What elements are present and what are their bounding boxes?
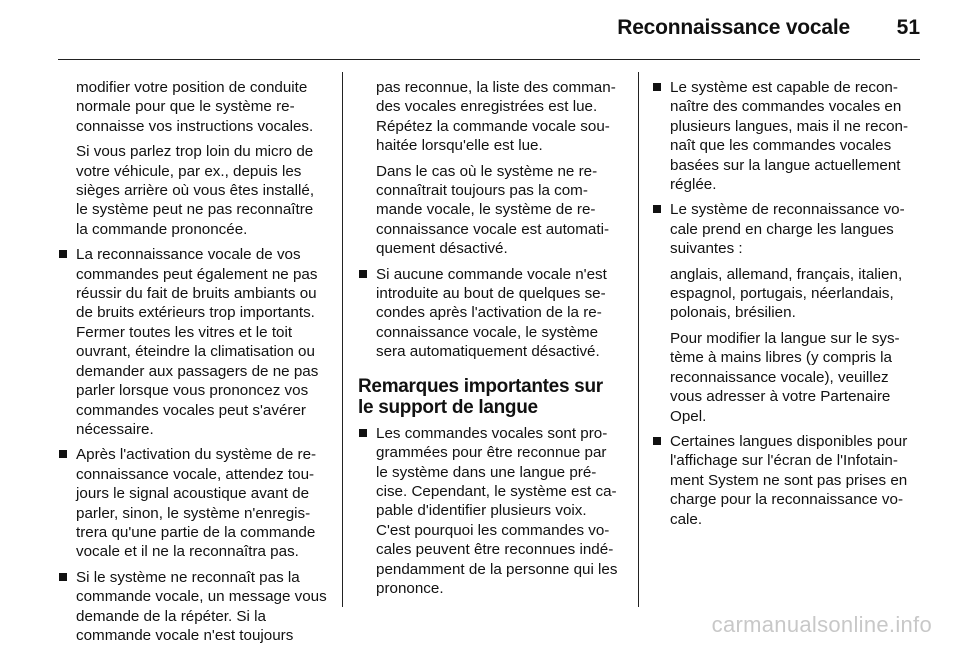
header-rule xyxy=(58,59,920,60)
bullet-item: Si le système ne reconnaît pas la commande vocale, un message vous demande de la répéter. Si la commande vocale n'est toujours xyxy=(58,568,328,646)
paragraph: Dans le cas où le système ne reconnaîtrait toujours pas la commande vocale, le système de reconnaissance vocale est automatiquement désactivé. xyxy=(376,162,610,258)
paragraph: Si vous parlez trop loin du micro de votre véhicule, par ex., depuis les sièges arrière où vous êtes installé, le système peut ne pas reconnaître la commande prononcée. xyxy=(76,143,315,238)
bullet-item: Après l'activation du système de reconnaissance vocale, attendez toujours le signal acoustique avant de parler, sinon, le système n'enregistrera qu'une partie de la commande vocale et il ne la reconnaîtra pas. xyxy=(58,445,328,561)
page-number: 51 xyxy=(896,16,920,39)
column-divider xyxy=(342,72,343,607)
text-column-2 xyxy=(358,78,622,604)
paragraph: pas reconnue, la liste des commandes vocales enregistrées est lue. Répétez la commande vocale souhaitée lorsqu'elle est lue. xyxy=(376,79,616,155)
bullet-item: Le système de reconnaissance vocale prend en charge les langues suivantes : xyxy=(652,200,922,258)
section-heading: Remarques importantes sur le support de langue xyxy=(358,375,603,418)
paragraph: modifier votre position de conduite normale pour que le système reconnaisse vos instructions vocales. xyxy=(76,79,314,135)
column-divider xyxy=(638,72,639,607)
bullet-item: Le système est capable de reconnaître des commandes vocales en plusieurs langues, mais il ne reconnaît que les commandes vocales basées sur la langue actuellement réglée. xyxy=(652,78,922,194)
bullet-item: La reconnaissance vocale de vos commandes peut également ne pas réussir du fait de bruits ambiants ou de bruits extérieurs trop importants. Fermer toutes les vitres et le toit ouvrant, éteindre la climatisation ou demander aux passagers de ne pas parler lorsque vous prononcez vos commandes vocales peut s'avérer nécessaire. xyxy=(58,245,328,439)
watermark: carmanualsonline.info xyxy=(711,612,932,637)
bullet-item: Si aucune commande vocale n'est introduite au bout de quelques secondes après l'activation de la reconnaissance vocale, le système sera automatiquement désactivé. xyxy=(358,265,622,362)
text-column-3 xyxy=(652,78,922,535)
bullet-item: Certaines langues disponibles pour l'affichage sur l'écran de l'Infotainment System ne sont pas prises en charge pour la reconnaissance vocale. xyxy=(652,432,922,529)
text-column-1 xyxy=(58,78,328,651)
bullet-item: Les commandes vocales sont programmées pour être reconnue par le système dans une langue précise. Cependant, le système est capable d'identifier plusieurs voix. C'est pourquoi les commandes vocales peuvent être reconnues indépendamment de la personne qui les prononce. xyxy=(358,424,622,599)
paragraph: Pour modifier la langue sur le système à mains libres (y compris la reconnaissance vocale), veuillez vous adresser à votre Partenaire Opel. xyxy=(670,329,900,425)
page-title: Reconnaissance vocale xyxy=(617,16,850,39)
language-list: anglais, allemand, français, italien, espagnol, portugais, néerlandais, polonais, brésilien. xyxy=(670,265,903,322)
